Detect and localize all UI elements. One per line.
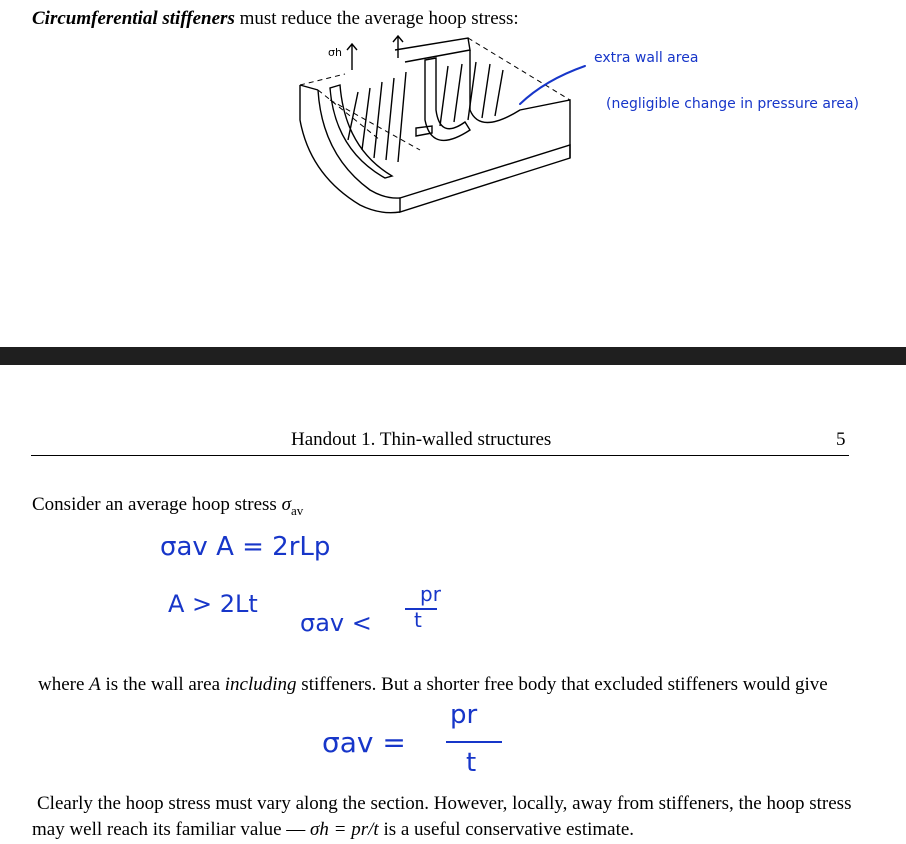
heading-bold: Circumferential stiffeners [32, 8, 235, 29]
sigma-subscript: av [290, 502, 304, 518]
stiffened-shell-diagram [0, 0, 906, 340]
where-text-2: is the wall area [100, 674, 225, 695]
annotation-negligible-change: (negligible change in pressure area) [606, 96, 860, 112]
where-symbol-a: A [89, 674, 101, 695]
handwritten-eq-2: A > 2Lt [168, 590, 258, 618]
clearly-text-2: is a useful conservative estimate. [378, 819, 635, 840]
sigma-symbol: σ [281, 494, 291, 515]
consider-text: Consider an average hoop stress [32, 494, 282, 515]
where-including: including [224, 674, 297, 695]
handwritten-eq-3-den: t [414, 608, 422, 632]
annotation-extra-wall-area: extra wall area [594, 50, 699, 66]
where-text-3: stiffeners. But a shorter free body that excluded stiffeners would give [296, 674, 828, 695]
clearly-paragraph [32, 791, 852, 843]
where-paragraph [32, 672, 852, 698]
handwritten-eq-4-bar [446, 741, 502, 743]
running-head: Handout 1. Thin-walled structures [291, 429, 552, 450]
handwritten-eq-4-den: t [466, 748, 477, 778]
handwritten-eq-4-left: σav = [322, 726, 406, 759]
page-number: 5 [836, 429, 846, 450]
handwritten-eq-1: σav A = 2rLp [160, 532, 331, 562]
sigma-h-label: σh [328, 46, 342, 59]
handwritten-eq-3-num: pr [420, 582, 441, 606]
heading-rest: must reduce the average hoop stress: [234, 8, 519, 29]
consider-line [32, 492, 303, 524]
clearly-text-1: Clearly the hoop stress must vary along the section. However, locally, away from stiffeners, the hoop stress may well reach its familiar value — [32, 793, 852, 840]
page-divider-band [0, 347, 906, 365]
clearly-sigma-formula: σh = pr/t [310, 819, 379, 840]
handwritten-eq-4-num: pr [450, 700, 478, 730]
handwritten-eq-3-left: σav < [300, 609, 372, 637]
where-text-1: where [38, 674, 90, 695]
header-rule [31, 455, 849, 456]
